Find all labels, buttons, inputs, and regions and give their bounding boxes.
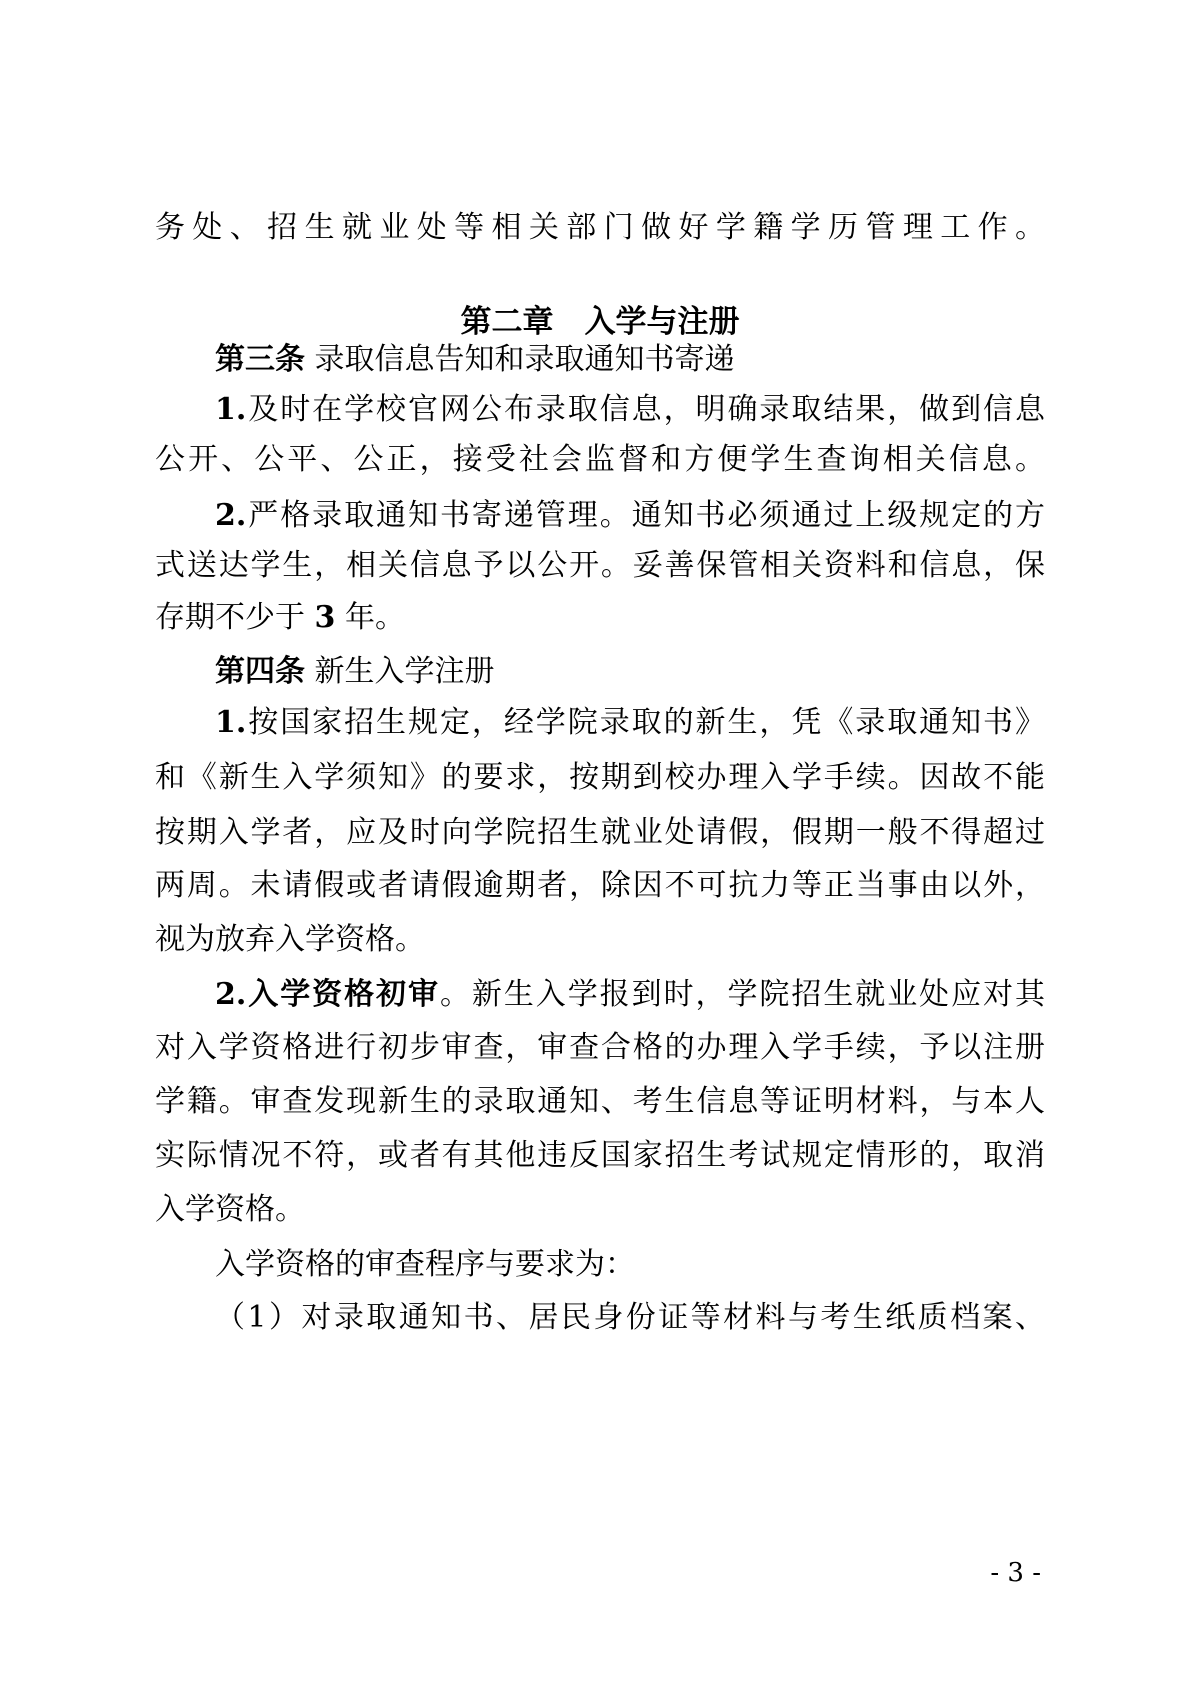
text-line: 按期入学者，应及时向学院招生就业处请假，假期一般不得超过 <box>155 815 1045 850</box>
paragraph-line <box>155 920 1045 960</box>
text-line: 视为放弃入学资格。 <box>155 922 425 957</box>
text-line: 对入学资格进行初步审查，审查合格的办理入学手续，予以注册 <box>155 1030 1045 1065</box>
text-line: 公开、公平、公正，接受社会监督和方便学生查询相关信息。 <box>155 442 1045 477</box>
article-title: 新生入学注册 <box>314 654 495 689</box>
page-number: - 3 - <box>990 1558 1041 1588</box>
paragraph-line <box>155 598 1045 638</box>
paragraph-line <box>155 758 1045 798</box>
item-heading: 2.入学资格初审 <box>215 977 440 1012</box>
text-line: 入学资格。 <box>155 1192 305 1227</box>
paragraph-line <box>155 1190 1045 1230</box>
text-line: 务处、招生就业处等相关部门做好学籍学历管理工作。 <box>155 210 1045 245</box>
paragraph-line <box>155 546 1045 586</box>
text-line: 学籍。审查发现新生的录取通知、考生信息等证明材料，与本人 <box>155 1084 1045 1119</box>
paragraph-line <box>215 1245 1045 1285</box>
article-label: 第三条 <box>215 342 305 377</box>
text-line: 严格录取通知书寄递管理。通知书必须通过上级规定的方 <box>246 498 1045 533</box>
text-line: 年。 <box>335 600 405 635</box>
text-line: 及时在学校官网公布录取信息，明确录取结果，做到信息 <box>246 392 1045 427</box>
text-line: 实际情况不符，或者有其他违反国家招生考试规定情形的，取消 <box>155 1138 1045 1173</box>
paragraph-line <box>155 1082 1045 1122</box>
paragraph-line <box>155 866 1045 906</box>
paragraph-line <box>155 440 1045 480</box>
text-line: （1）对录取通知书、居民身份证等材料与考生纸质档案、 <box>215 1300 1045 1335</box>
text-line: 。新生入学报到时，学院招生就业处应对其 <box>439 977 1045 1012</box>
paragraph-line <box>215 1298 1045 1338</box>
text-line: 存期不少于 <box>155 600 315 635</box>
paragraph-line <box>155 1028 1045 1068</box>
text-line: 入学资格的审查程序与要求为： <box>215 1247 635 1282</box>
paragraph-line <box>215 496 1045 536</box>
paragraph-line <box>215 703 1045 743</box>
article-label: 第四条 <box>215 654 305 689</box>
text-line: 两周。未请假或者请假逾期者，除因不可抗力等正当事由以外， <box>155 868 1045 903</box>
paragraph-line <box>215 390 1045 430</box>
paragraph-line <box>215 975 1045 1015</box>
article-heading <box>215 652 1045 692</box>
text-line: 式送达学生，相关信息予以公开。妥善保管相关资料和信息，保 <box>155 548 1045 583</box>
paragraph-line <box>155 813 1045 853</box>
paragraph-line <box>155 208 1045 248</box>
article-title: 录取信息告知和录取通知书寄递 <box>314 342 735 377</box>
paragraph-line <box>155 1136 1045 1176</box>
item-number: 2. <box>215 498 247 533</box>
article-heading <box>215 340 1045 380</box>
text-line: 按国家招生规定，经学院录取的新生，凭《录取通知书》 <box>246 705 1045 740</box>
chapter-title: 第二章 入学与注册 <box>460 304 740 340</box>
item-number: 1. <box>215 392 247 427</box>
number-value: 3 <box>314 600 336 635</box>
text-line: 和《新生入学须知》的要求，按期到校办理入学手续。因故不能 <box>155 760 1045 795</box>
item-number: 1. <box>215 705 247 740</box>
